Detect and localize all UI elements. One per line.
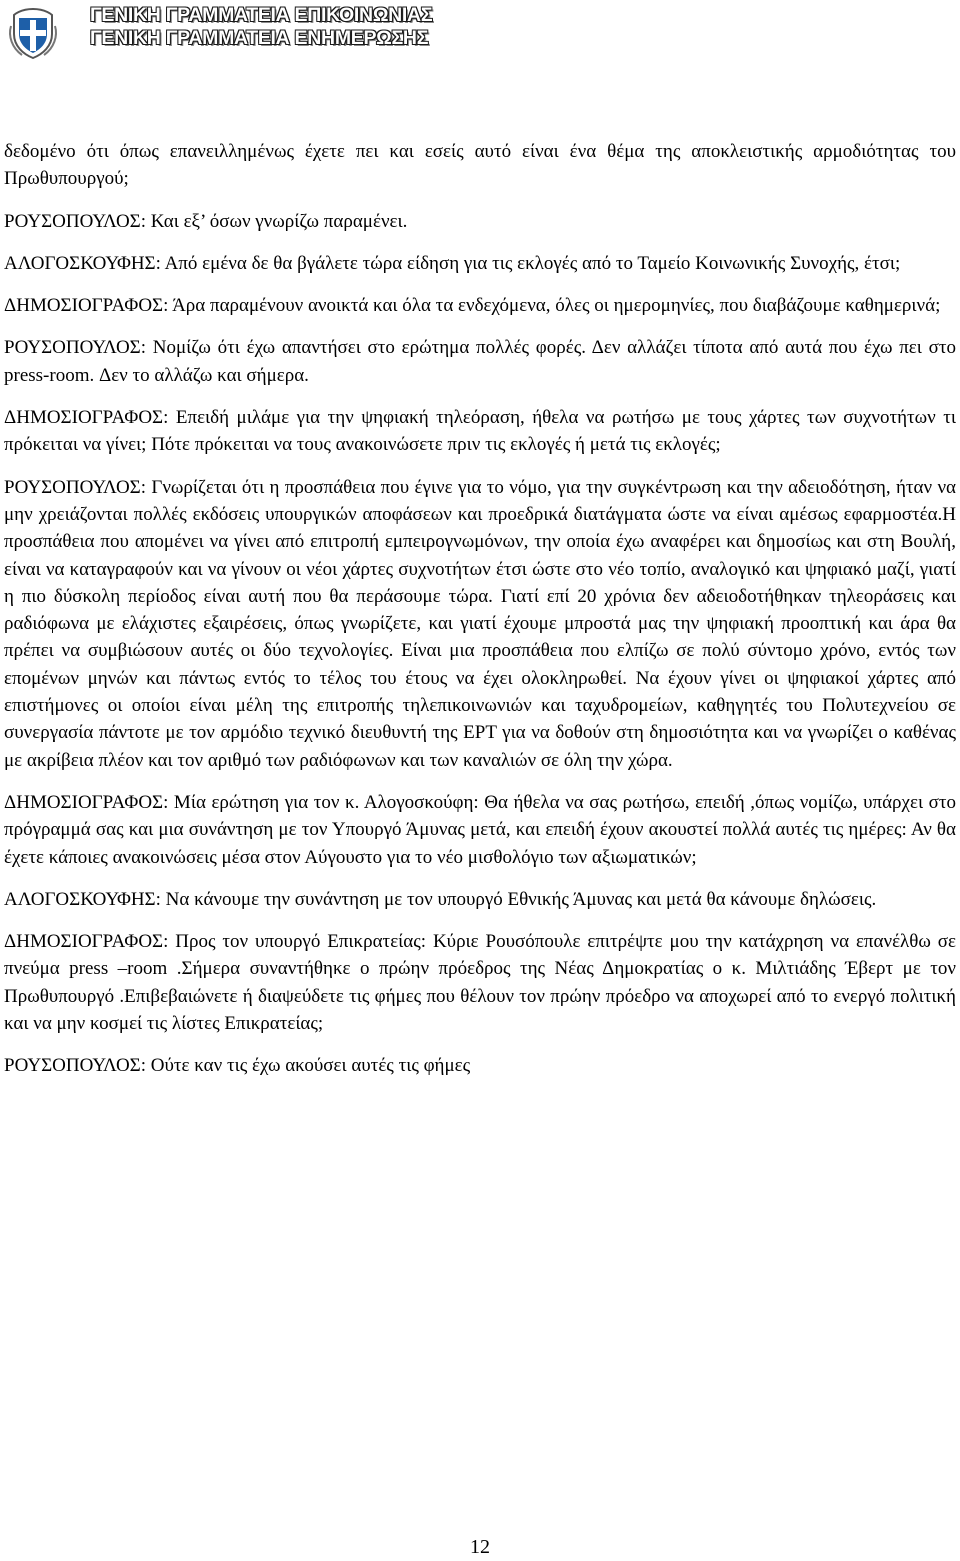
paragraph: ΑΛΟΓΟΣΚΟΥΦΗΣ: Από εμένα δε θα βγάλετε τώρα είδηση για τις εκλογές από το Ταμείο Κοινωνικής Συνοχής, έτσι; bbox=[4, 252, 901, 274]
header-line-information: ΓΕΝΙΚΗ ΓΡΑΜΜΑΤΕΙΑ ΕΝΗΜΕΡΩΣΗΣ bbox=[90, 27, 429, 49]
transcript-body bbox=[4, 138, 956, 1095]
paragraph: ΡΟΥΣΟΠΟΥΛΟΣ: Και εξ’ όσων γνωρίζω παραμένει. bbox=[4, 210, 408, 232]
paragraph: δεδομένο ότι όπως επανειλλημένως έχετε πει και εσείς αυτό είναι ένα θέμα της αποκλειστικής αρμοδιότητας του Πρωθυπουργού; bbox=[4, 141, 956, 190]
paragraph: ΡΟΥΣΟΠΟΥΛΟΣ: Γνωρίζεται ότι η προσπάθεια που έγινε για το νόμο, για την συγκέντρωση και την αδειοδότηση, ήταν να μην χρειάζονται πολλές εκδόσεις υπουργικών αποφάσεων και προεδρικά διατάγματα ώστε να είναι αμέσως εφαρμοστέα.Η προσπάθεια που απομένει να γίνει από επιτροπή εμπειρογνωμόνων, την οποία έχω αναφέρει και δημοσίως και στη Βουλή, είναι να καταγραφούν και να γίνουν οι νέοι χάρτες συχνοτήτων έτσι ώστε στο νέο τοπίο, αναλογικό και ψηφιακό μαζί, γιατί η πιο δύσκολη περίοδος είναι αυτή που θα περάσουμε τώρα. Γιατί επί 20 χρόνια δεν αδειοδοτήθηκαν τηλεοράσεις και ραδιόφωνα με ελάχιστες εξαιρέσεις, όπως γνωρίζετε, και γιατί έχουμε μπροστά μας την ψηφιακή προοπτική και άρα θα πρέπει να συμβιώσουν αυτές οι δύο τεχνολογίες. Είναι μια προσπάθεια που ελπίζω σε πολύ σύντομο χρόνο, εντός των επομένων μηνών και πάντως εντός το τέλος του έτους να έχει ολοκληρωθεί. Να έχουν γίνει οι ψηφιακοί χάρτες από επιστήμονες οι οποίοι είναι μέλη της επιτροπής τηλεπικοινωνιών και ταχυδρομείων, καθηγητές του Πολυτεχνείου σε συνεργασία πάντοτε με τον αρμόδιο τεχνικό διευθυντή της ΕΡΤ για να δοθούν στη δημοσιότητα και να γνωρίζει ο καθένας με ακρίβεια πλέον και τον αριθμό των ραδιόφωνων και των καναλιών σε όλη την χώρα. bbox=[4, 476, 956, 771]
paragraph: ΔΗΜΟΣΙΟΓΡΑΦΟΣ: Προς τον υπουργό Επικρατείας: Κύριε Ρουσόπουλε επιτρέψτε μου την κατάχρηση να επανέλθω σε πνεύμα press –room .Σήμερα συναντήθηκε ο πρώην πρόεδρος της Νέας Δημοκρατίας ο κ. Μιλτιάδης Έβερτ με τον Πρωθυπουργό .Επιβεβαιώνετε ή διαψεύδετε τις φήμες που θέλουν τον πρώην πρόεδρο να αποχωρεί από το ενεργό πολιτική και να μην κοσμεί τις λίστες Επικρατείας; bbox=[4, 931, 956, 1035]
paragraph: ΑΛΟΓΟΣΚΟΥΦΗΣ: Να κάνουμε την συνάντηση με τον υπουργό Εθνικής Άμυνας και μετά θα κάνουμε δηλώσεις. bbox=[4, 888, 877, 910]
greek-coat-of-arms-icon bbox=[6, 6, 60, 60]
paragraph: ΔΗΜΟΣΙΟΓΡΑΦΟΣ: Επειδή μιλάμε για την ψηφιακή τηλεόραση, ήθελα να ρωτήσω με τους χάρτες των συχνοτήτων τι πρόκειται να γίνει; Πότε πρόκειται να τους ανακοινώσετε πριν τις εκλογές ή μετά τις εκλογές; bbox=[4, 407, 956, 456]
header-line-communication: ΓΕΝΙΚΗ ΓΡΑΜΜΑΤΕΙΑ ΕΠΙΚΟΙΝΩΝΙΑΣ bbox=[90, 4, 433, 26]
page-number: 12 bbox=[470, 1536, 490, 1558]
paragraph: ΔΗΜΟΣΙΟΓΡΑΦΟΣ: Άρα παραμένουν ανοικτά και όλα τα ενδεχόμενα, όλες οι ημερομηνίες, που διαβάζουμε καθημερινά; bbox=[4, 295, 941, 317]
paragraph: ΡΟΥΣΟΠΟΥΛΟΣ: Ούτε καν τις έχω ακούσει αυτές τις φήμες bbox=[4, 1055, 471, 1077]
paragraph: ΡΟΥΣΟΠΟΥΛΟΣ: Νομίζω ότι έχω απαντήσει στο ερώτημα πολλές φορές. Δεν αλλάζει τίποτα από αυτά που έχω πει στο press-room. Δεν το αλλάζω και σήμερα. bbox=[4, 337, 956, 386]
paragraph: ΔΗΜΟΣΙΟΓΡΑΦΟΣ: Μία ερώτηση για τον κ. Αλογοσκούφη: Θα ήθελα να σας ρωτήσω, επειδή ,όπως νομίζω, υπάρχει στο πρόγραμμά σας και μια συνάντηση με τον Υπουργό Άμυνας μετά, και επειδή έχουν ακουστεί πολλά αυτές τις ημέρες: Αν θα έχετε κάποιες ανακοινώσεις μέσα στον Αύγουστο για το νέο μισθολόγιο των αξιωματικών; bbox=[4, 791, 956, 868]
document-header bbox=[0, 0, 960, 70]
